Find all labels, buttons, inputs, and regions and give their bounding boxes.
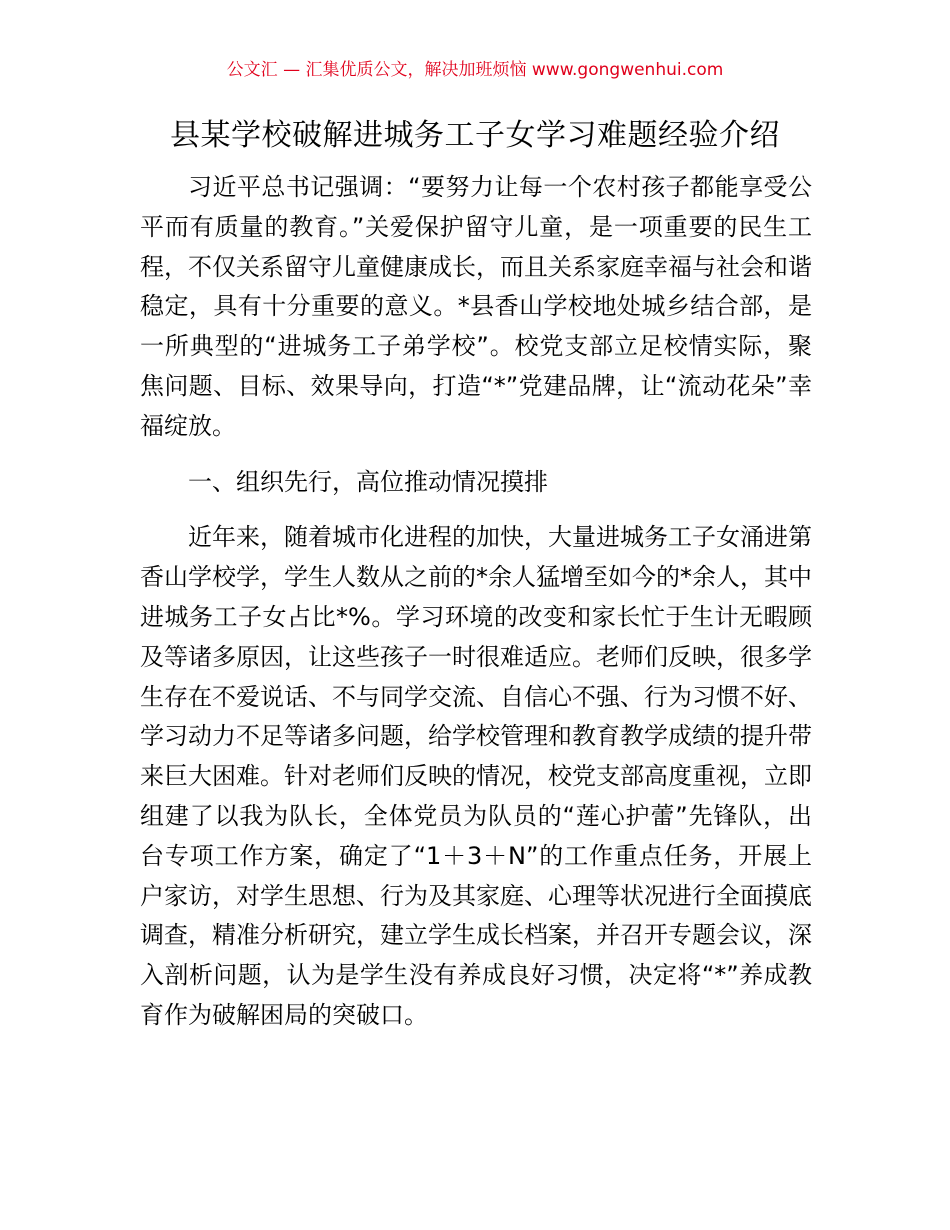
document-body xyxy=(140,168,812,1036)
document-title: 县某学校破解进城务工子女学习难题经验介绍 xyxy=(170,118,780,153)
paragraph-intro: 习近平总书记强调：“要努力让每一个农村孩子都能享受公平而有质量的教育。”关爱保护留守儿童，是一项重要的民生工程，不仅关系留守儿童健康成长，而且关系家庭幸福与社会和谐稳定，具有十分重要的意义。*县香山学校地处城乡结合部，是一所典型的“进城务工子弟学校”。校党支部立足校情实际，聚焦问题、目标、效果导向，打造“*”党建品牌，让“流动花朵”幸福绽放。 xyxy=(140,173,812,440)
section-heading: 一、组织先行，高位推动情况摸排 xyxy=(188,467,548,496)
paragraph-section-1: 近年来，随着城市化进程的加快，大量进城务工子女涌进第香山学校学，学生人数从之前的*余人猛增至如今的*余人，其中进城务工子女占比*%。学习环境的改变和家长忙于生计无暇顾及等诸多原因，让这些孩子一时很难适应。老师们反映，很多学生存在不爱说话、不与同学交流、自信心不强、行为习惯不好、学习动力不足等诸多问题，给学校管理和教育教学成绩的提升带来巨大困难。针对老师们反映的情况，校党支部高度重视，立即组建了以我为队长，全体党员为队员的“莲心护蕾”先锋队，出台专项工作方案，确定了“1＋3＋N”的工作重点任务，开展上户家访，对学生思想、行为及其家庭、心理等状况进行全面摸底调查，精准分析研究，建立学生成长档案，并召开专题会议，深入剖析问题，认为是学生没有养成良好习惯，决定将“*”养成教育作为破解困局的突破口。 xyxy=(140,523,812,1029)
site-banner: 公文汇 — 汇集优质公文，解决加班烦恼 www.gongwenhui.com xyxy=(226,60,724,80)
